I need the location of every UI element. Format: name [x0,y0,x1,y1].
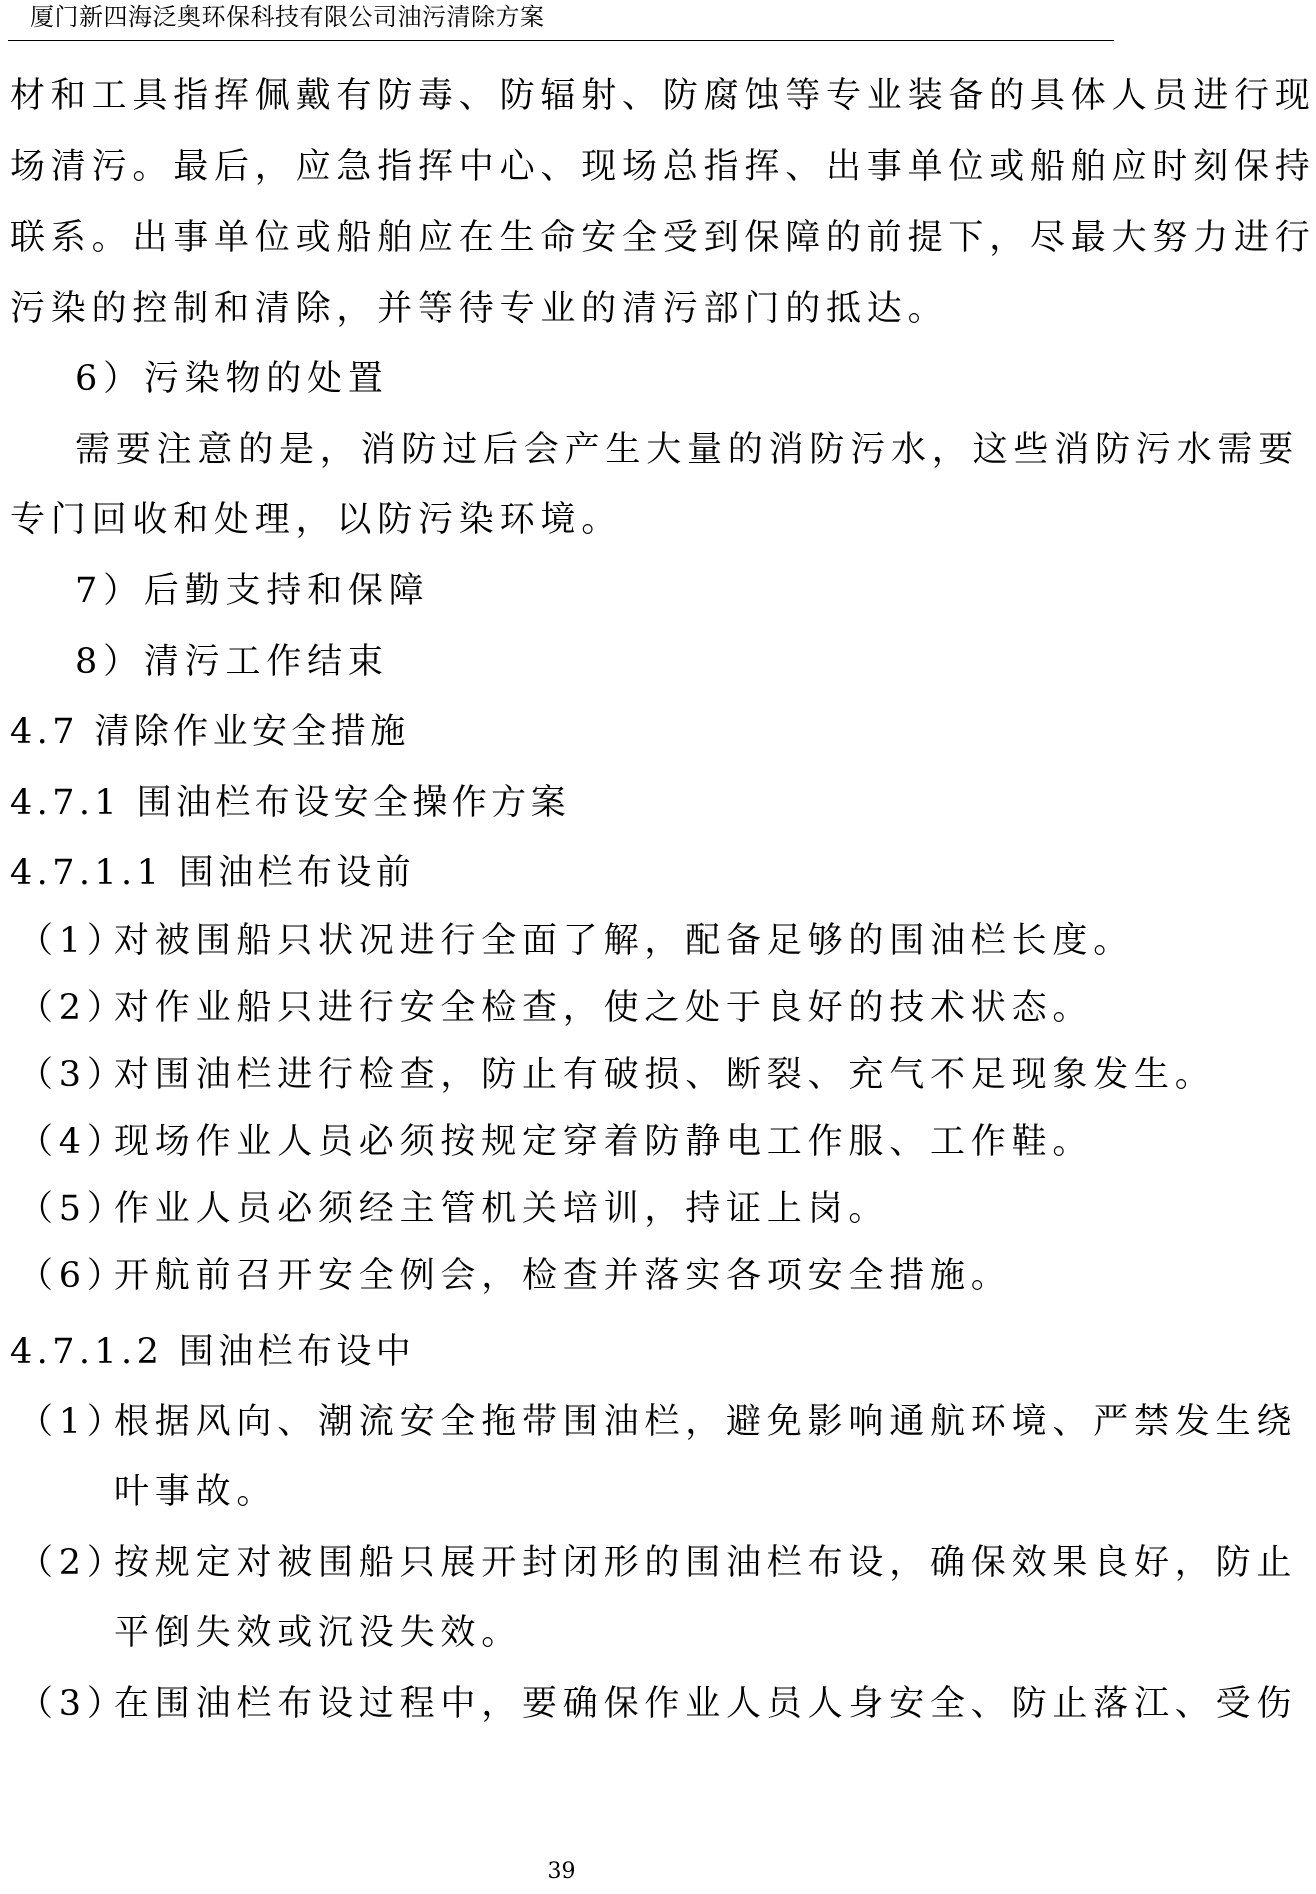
list-item-text: 按规定对被围船只展开封闭形的围油栏布设，确保效果良好，防止 [114,1543,1298,1583]
subitem-title: 6）污染物的处置 [75,359,389,399]
list-item-number: （3） [18,1684,128,1724]
paragraph-line: 污染的控制和清除，并等待专业的清污部门的抵达。 [10,289,949,329]
list-item-number: （2） [18,1543,128,1583]
list-item-text: 对被围船只状况进行全面了解，配备足够的围油栏长度。 [114,921,1135,961]
list-item-text: 对围油栏进行检查，防止有破损、断裂、充气不足现象发生。 [114,1055,1216,1095]
paragraph-line: 联系。出事单位或船舶应在生命安全受到保障的前提下，尽最大努力进行 [10,218,1316,258]
subitem-title: 8）清污工作结束 [75,642,389,682]
paragraph-line: 专门回收和处理，以防污染环境。 [10,500,623,540]
paragraph-line: 场清污。最后，应急指挥中心、现场总指挥、出事单位或船舶应时刻保持 [10,147,1316,187]
list-item-number: （1） [18,921,128,961]
section-heading: 4.7.1.2 围油栏布设中 [10,1332,416,1372]
list-item-text: 对作业船只进行安全检查，使之处于良好的技术状态。 [114,988,1094,1028]
list-item-number: （3） [18,1055,128,1095]
section-heading: 4.7 清除作业安全措施 [10,712,410,752]
list-item-number: （6） [18,1256,128,1296]
list-item-text: 现场作业人员必须按规定穿着防静电工作服、工作鞋。 [114,1122,1094,1162]
paragraph-line: 材和工具指挥佩戴有防毒、防辐射、防腐蚀等专业装备的具体人员进行现 [10,76,1316,116]
document-header: 厦门新四海泛奥环保科技有限公司油污清除方案 [30,3,545,31]
page-number: 39 [547,1859,576,1884]
list-item-number: （5） [18,1189,128,1229]
list-item-text: 平倒失效或沉没失效。 [114,1613,523,1653]
subitem-title: 7）后勤支持和保障 [75,571,430,611]
list-item-number: （4） [18,1122,128,1162]
list-item-text: 作业人员必须经主管机关培训，持证上岗。 [114,1189,890,1229]
list-item-number: （2） [18,988,128,1028]
paragraph-line: 需要注意的是，消防过后会产生大量的消防污水，这些消防污水需要 [75,430,1300,470]
list-item-text: 在围油栏布设过程中，要确保作业人员人身安全、防止落江、受伤 [114,1684,1298,1724]
section-heading: 4.7.1 围油栏布设安全操作方案 [10,783,570,823]
section-heading: 4.7.1.1 围油栏布设前 [10,853,416,893]
list-item-number: （1） [18,1402,128,1442]
list-item-text: 开航前召开安全例会，检查并落实各项安全措施。 [114,1256,1012,1296]
list-item-text: 根据风向、潮流安全拖带围油栏，避免影响通航环境、严禁发生绕 [114,1402,1298,1442]
list-item-text: 叶事故。 [114,1472,278,1512]
